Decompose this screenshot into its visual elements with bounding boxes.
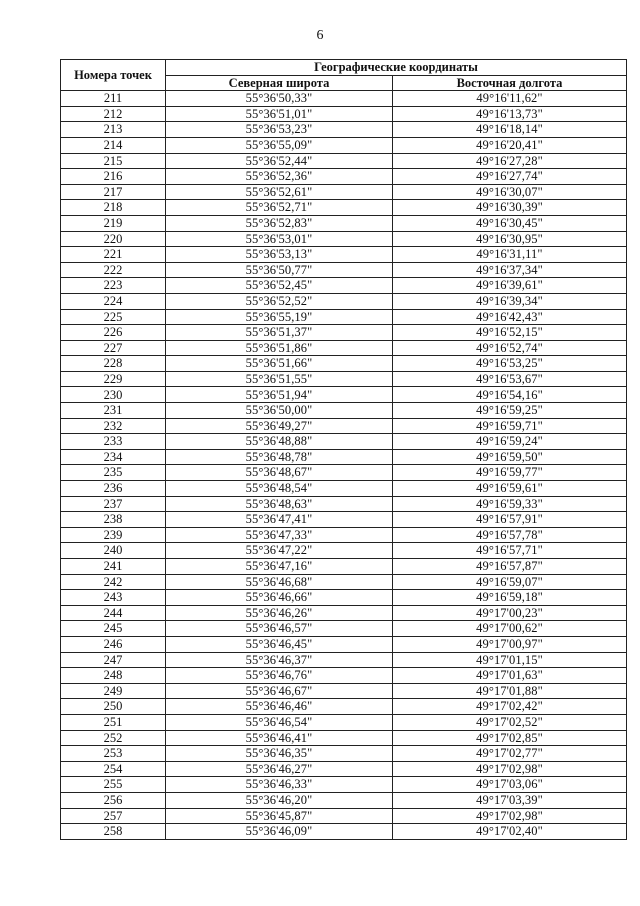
longitude-cell: 49°16'31,11" — [393, 247, 627, 263]
point-number-cell: 245 — [61, 621, 166, 637]
point-number-cell: 233 — [61, 434, 166, 450]
point-number-cell: 246 — [61, 636, 166, 652]
longitude-cell: 49°17'00,62" — [393, 621, 627, 637]
longitude-cell: 49°16'30,39" — [393, 200, 627, 216]
latitude-cell: 55°36'48,63" — [166, 496, 393, 512]
point-number-cell: 258 — [61, 824, 166, 840]
latitude-cell: 55°36'46,76" — [166, 668, 393, 684]
point-number-cell: 241 — [61, 559, 166, 575]
latitude-cell: 55°36'55,09" — [166, 137, 393, 153]
point-number-cell: 227 — [61, 340, 166, 356]
table-row — [61, 559, 627, 575]
latitude-cell: 55°36'51,37" — [166, 325, 393, 341]
latitude-cell: 55°36'46,27" — [166, 761, 393, 777]
point-number-cell: 229 — [61, 371, 166, 387]
longitude-cell: 49°16'27,28" — [393, 153, 627, 169]
table-row — [61, 200, 627, 216]
longitude-cell: 49°17'01,88" — [393, 683, 627, 699]
table-row — [61, 387, 627, 403]
point-number-cell: 242 — [61, 574, 166, 590]
table-row — [61, 262, 627, 278]
latitude-cell: 55°36'46,67" — [166, 683, 393, 699]
table-row — [61, 605, 627, 621]
table-row — [61, 215, 627, 231]
points-column-header: Номера точек — [61, 60, 166, 91]
point-number-cell: 231 — [61, 403, 166, 419]
latitude-cell: 55°36'46,37" — [166, 652, 393, 668]
longitude-cell: 49°17'01,15" — [393, 652, 627, 668]
longitude-cell: 49°16'18,14" — [393, 122, 627, 138]
longitude-column-header: Восточная долгота — [393, 75, 627, 91]
longitude-cell: 49°16'59,18" — [393, 590, 627, 606]
latitude-cell: 55°36'46,41" — [166, 730, 393, 746]
point-number-cell: 237 — [61, 496, 166, 512]
table-row — [61, 761, 627, 777]
point-number-cell: 239 — [61, 527, 166, 543]
latitude-cell: 55°36'50,33" — [166, 91, 393, 107]
point-number-cell: 224 — [61, 293, 166, 309]
table-row — [61, 777, 627, 793]
point-number-cell: 228 — [61, 356, 166, 372]
point-number-cell: 235 — [61, 465, 166, 481]
longitude-cell: 49°16'59,71" — [393, 418, 627, 434]
table-row — [61, 449, 627, 465]
latitude-cell: 55°36'53,01" — [166, 231, 393, 247]
table-row — [61, 730, 627, 746]
longitude-cell: 49°16'59,77" — [393, 465, 627, 481]
latitude-cell: 55°36'52,52" — [166, 293, 393, 309]
table-row — [61, 184, 627, 200]
table-row — [61, 371, 627, 387]
longitude-cell: 49°17'03,06" — [393, 777, 627, 793]
longitude-cell: 49°16'13,73" — [393, 106, 627, 122]
point-number-cell: 240 — [61, 543, 166, 559]
latitude-cell: 55°36'47,41" — [166, 512, 393, 528]
latitude-cell: 55°36'48,78" — [166, 449, 393, 465]
longitude-cell: 49°17'00,23" — [393, 605, 627, 621]
table-row — [61, 481, 627, 497]
point-number-cell: 214 — [61, 137, 166, 153]
point-number-cell: 244 — [61, 605, 166, 621]
table-row — [61, 808, 627, 824]
table-row — [61, 714, 627, 730]
point-number-cell: 249 — [61, 683, 166, 699]
table-row — [61, 683, 627, 699]
longitude-cell: 49°16'42,43" — [393, 309, 627, 325]
page-number: 6 — [316, 28, 324, 43]
longitude-cell: 49°17'03,39" — [393, 792, 627, 808]
latitude-cell: 55°36'46,68" — [166, 574, 393, 590]
longitude-cell: 49°16'39,34" — [393, 293, 627, 309]
table-row — [61, 824, 627, 840]
longitude-cell: 49°17'01,63" — [393, 668, 627, 684]
table-row — [61, 434, 627, 450]
longitude-cell: 49°16'57,71" — [393, 543, 627, 559]
latitude-cell: 55°36'51,66" — [166, 356, 393, 372]
latitude-cell: 55°36'50,77" — [166, 262, 393, 278]
table-row — [61, 356, 627, 372]
table-row — [61, 465, 627, 481]
longitude-cell: 49°16'59,61" — [393, 481, 627, 497]
longitude-cell: 49°17'00,97" — [393, 636, 627, 652]
latitude-cell: 55°36'46,45" — [166, 636, 393, 652]
table-row — [61, 527, 627, 543]
table-row — [61, 137, 627, 153]
table-row — [61, 512, 627, 528]
table-row — [61, 403, 627, 419]
latitude-cell: 55°36'51,55" — [166, 371, 393, 387]
latitude-cell: 55°36'53,13" — [166, 247, 393, 263]
point-number-cell: 221 — [61, 247, 166, 263]
longitude-cell: 49°16'37,34" — [393, 262, 627, 278]
table-row — [61, 325, 627, 341]
longitude-cell: 49°16'59,24" — [393, 434, 627, 450]
table-row — [61, 153, 627, 169]
latitude-cell: 55°36'48,67" — [166, 465, 393, 481]
point-number-cell: 222 — [61, 262, 166, 278]
table-row — [61, 247, 627, 263]
longitude-cell: 49°16'57,87" — [393, 559, 627, 575]
point-number-cell: 223 — [61, 278, 166, 294]
latitude-cell: 55°36'48,54" — [166, 481, 393, 497]
point-number-cell: 254 — [61, 761, 166, 777]
latitude-cell: 55°36'52,45" — [166, 278, 393, 294]
latitude-cell: 55°36'46,09" — [166, 824, 393, 840]
point-number-cell: 250 — [61, 699, 166, 715]
table-row — [61, 169, 627, 185]
table-row — [61, 652, 627, 668]
latitude-cell: 55°36'46,35" — [166, 746, 393, 762]
longitude-cell: 49°16'59,33" — [393, 496, 627, 512]
point-number-cell: 225 — [61, 309, 166, 325]
longitude-cell: 49°16'53,67" — [393, 371, 627, 387]
longitude-cell: 49°16'52,15" — [393, 325, 627, 341]
longitude-cell: 49°16'27,74" — [393, 169, 627, 185]
longitude-cell: 49°17'02,52" — [393, 714, 627, 730]
coordinates-table — [60, 59, 627, 840]
point-number-cell: 238 — [61, 512, 166, 528]
table-row — [61, 309, 627, 325]
longitude-cell: 49°17'02,85" — [393, 730, 627, 746]
table-row — [61, 231, 627, 247]
point-number-cell: 248 — [61, 668, 166, 684]
latitude-cell: 55°36'53,23" — [166, 122, 393, 138]
point-number-cell: 216 — [61, 169, 166, 185]
table-row — [61, 418, 627, 434]
point-number-cell: 253 — [61, 746, 166, 762]
longitude-cell: 49°16'52,74" — [393, 340, 627, 356]
table-row — [61, 792, 627, 808]
coordinates-table-header — [61, 60, 627, 91]
latitude-cell: 55°36'52,61" — [166, 184, 393, 200]
table-row — [61, 293, 627, 309]
latitude-cell: 55°36'48,88" — [166, 434, 393, 450]
table-row — [61, 574, 627, 590]
latitude-cell: 55°36'50,00" — [166, 403, 393, 419]
longitude-cell: 49°16'30,07" — [393, 184, 627, 200]
point-number-cell: 211 — [61, 91, 166, 107]
longitude-cell: 49°17'02,77" — [393, 746, 627, 762]
table-row — [61, 91, 627, 107]
table-row — [61, 668, 627, 684]
longitude-cell: 49°16'53,25" — [393, 356, 627, 372]
point-number-cell: 247 — [61, 652, 166, 668]
longitude-cell: 49°16'59,25" — [393, 403, 627, 419]
longitude-cell: 49°17'02,40" — [393, 824, 627, 840]
latitude-cell: 55°36'51,86" — [166, 340, 393, 356]
point-number-cell: 213 — [61, 122, 166, 138]
point-number-cell: 234 — [61, 449, 166, 465]
latitude-cell: 55°36'46,20" — [166, 792, 393, 808]
point-number-cell: 236 — [61, 481, 166, 497]
table-row — [61, 636, 627, 652]
latitude-cell: 55°36'45,87" — [166, 808, 393, 824]
coordinates-table-body — [61, 91, 627, 840]
table-row — [61, 122, 627, 138]
longitude-cell: 49°16'59,07" — [393, 574, 627, 590]
latitude-cell: 55°36'52,36" — [166, 169, 393, 185]
point-number-cell: 219 — [61, 215, 166, 231]
point-number-cell: 257 — [61, 808, 166, 824]
longitude-cell: 49°17'02,98" — [393, 761, 627, 777]
point-number-cell: 256 — [61, 792, 166, 808]
coords-group-header: Географические координаты — [166, 60, 627, 76]
longitude-cell: 49°16'11,62" — [393, 91, 627, 107]
longitude-cell: 49°16'39,61" — [393, 278, 627, 294]
latitude-cell: 55°36'47,16" — [166, 559, 393, 575]
table-row — [61, 746, 627, 762]
latitude-cell: 55°36'47,22" — [166, 543, 393, 559]
latitude-cell: 55°36'46,57" — [166, 621, 393, 637]
point-number-cell: 218 — [61, 200, 166, 216]
longitude-cell: 49°17'02,42" — [393, 699, 627, 715]
point-number-cell: 212 — [61, 106, 166, 122]
table-row — [61, 699, 627, 715]
table-row — [61, 496, 627, 512]
longitude-cell: 49°16'57,91" — [393, 512, 627, 528]
point-number-cell: 215 — [61, 153, 166, 169]
longitude-cell: 49°16'30,95" — [393, 231, 627, 247]
point-number-cell: 220 — [61, 231, 166, 247]
latitude-cell: 55°36'46,54" — [166, 714, 393, 730]
point-number-cell: 217 — [61, 184, 166, 200]
table-row — [61, 590, 627, 606]
latitude-cell: 55°36'49,27" — [166, 418, 393, 434]
latitude-cell: 55°36'52,44" — [166, 153, 393, 169]
latitude-cell: 55°36'52,83" — [166, 215, 393, 231]
point-number-cell: 252 — [61, 730, 166, 746]
latitude-column-header: Северная широта — [166, 75, 393, 91]
longitude-cell: 49°16'59,50" — [393, 449, 627, 465]
longitude-cell: 49°16'20,41" — [393, 137, 627, 153]
latitude-cell: 55°36'46,66" — [166, 590, 393, 606]
table-row — [61, 340, 627, 356]
table-row — [61, 543, 627, 559]
longitude-cell: 49°16'30,45" — [393, 215, 627, 231]
table-row — [61, 621, 627, 637]
latitude-cell: 55°36'46,26" — [166, 605, 393, 621]
point-number-cell: 226 — [61, 325, 166, 341]
latitude-cell: 55°36'46,33" — [166, 777, 393, 793]
table-row — [61, 278, 627, 294]
point-number-cell: 232 — [61, 418, 166, 434]
latitude-cell: 55°36'55,19" — [166, 309, 393, 325]
point-number-cell: 251 — [61, 714, 166, 730]
point-number-cell: 255 — [61, 777, 166, 793]
latitude-cell: 55°36'46,46" — [166, 699, 393, 715]
longitude-cell: 49°16'54,16" — [393, 387, 627, 403]
latitude-cell: 55°36'52,71" — [166, 200, 393, 216]
table-row — [61, 106, 627, 122]
header-row-top — [61, 60, 627, 76]
longitude-cell: 49°16'57,78" — [393, 527, 627, 543]
latitude-cell: 55°36'51,94" — [166, 387, 393, 403]
latitude-cell: 55°36'51,01" — [166, 106, 393, 122]
point-number-cell: 230 — [61, 387, 166, 403]
point-number-cell: 243 — [61, 590, 166, 606]
longitude-cell: 49°17'02,98" — [393, 808, 627, 824]
latitude-cell: 55°36'47,33" — [166, 527, 393, 543]
